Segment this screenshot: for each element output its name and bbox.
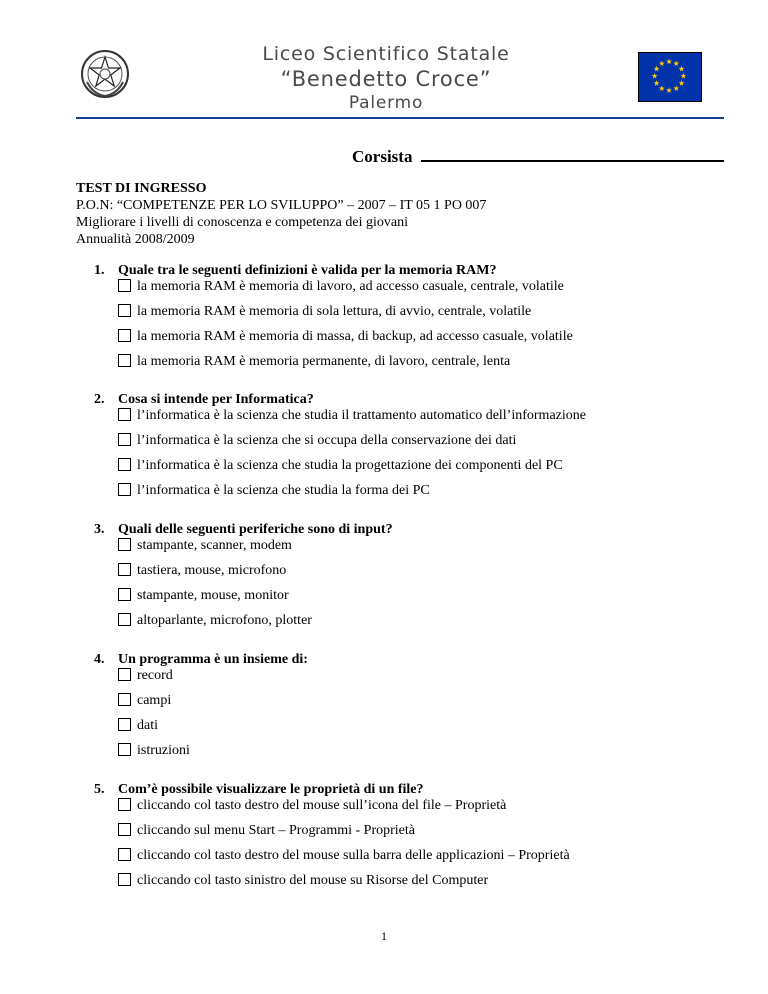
school-line-1: Liceo Scientifico Statale xyxy=(262,43,510,65)
eu-star-icon xyxy=(666,87,672,93)
year-line: Annualità 2008/2009 xyxy=(76,232,195,247)
italian-republic-emblem xyxy=(79,48,131,100)
checkbox[interactable] xyxy=(118,668,131,681)
option-label: dati xyxy=(137,718,158,733)
checkbox[interactable] xyxy=(118,588,131,601)
objective-line: Migliorare i livelli di conoscenza e competenza dei giovani xyxy=(76,215,408,230)
answer-option[interactable] xyxy=(118,279,573,295)
question-number: 5. xyxy=(94,782,105,797)
header-divider xyxy=(76,117,724,119)
option-label: l’informatica è la scienza che studia la progettazione dei componenti del PC xyxy=(137,458,563,473)
option-label: la memoria RAM è memoria di lavoro, ad accesso casuale, centrale, volatile xyxy=(137,279,564,294)
option-label: la memoria RAM è memoria di sola lettura, di avvio, centrale, volatile xyxy=(137,304,532,319)
answer-option[interactable] xyxy=(118,354,573,370)
question-title xyxy=(94,652,308,668)
answer-option[interactable] xyxy=(118,798,570,814)
option-label: la memoria RAM è memoria permanente, di lavoro, centrale, lenta xyxy=(137,354,511,369)
checkbox[interactable] xyxy=(118,433,131,446)
question-text: Quali delle seguenti periferiche sono di input? xyxy=(118,522,393,537)
checkbox[interactable] xyxy=(118,848,131,861)
eu-star-icon xyxy=(659,60,665,66)
checkbox[interactable] xyxy=(118,718,131,731)
checkbox[interactable] xyxy=(118,613,131,626)
option-label: cliccando col tasto sinistro del mouse su Risorse del Computer xyxy=(137,873,489,888)
corsista-label: Corsista xyxy=(352,147,413,166)
question-text: Quale tra le seguenti definizioni è valida per la memoria RAM? xyxy=(118,263,497,278)
checkbox[interactable] xyxy=(118,304,131,317)
question-5 xyxy=(94,782,570,898)
option-label: cliccando sul menu Start – Programmi - Proprietà xyxy=(137,823,415,838)
question-number: 1. xyxy=(94,263,105,278)
checkbox[interactable] xyxy=(118,329,131,342)
answer-option[interactable] xyxy=(118,873,570,889)
corsista-name-line[interactable] xyxy=(421,146,724,162)
option-label: campi xyxy=(137,693,172,708)
answer-option[interactable] xyxy=(118,304,573,320)
eu-star-icon xyxy=(673,85,679,91)
page-number: 1 xyxy=(381,929,387,943)
checkbox[interactable] xyxy=(118,873,131,886)
answer-option[interactable] xyxy=(118,668,308,684)
option-label: tastiera, mouse, microfono xyxy=(137,563,287,578)
option-label: altoparlante, microfono, plotter xyxy=(137,613,312,628)
option-label: la memoria RAM è memoria di massa, di backup, ad accesso casuale, volatile xyxy=(137,329,573,344)
question-title xyxy=(94,392,586,408)
answer-option[interactable] xyxy=(118,848,570,864)
question-title xyxy=(94,782,570,798)
question-number: 3. xyxy=(94,522,105,537)
checkbox[interactable] xyxy=(118,798,131,811)
corsista-field xyxy=(352,146,724,167)
school-name xyxy=(226,42,546,114)
question-text: Cosa si intende per Informatica? xyxy=(118,392,314,407)
checkbox[interactable] xyxy=(118,563,131,576)
answer-option[interactable] xyxy=(118,433,586,449)
answer-option[interactable] xyxy=(118,329,573,345)
answer-option[interactable] xyxy=(118,588,393,604)
eu-star-icon xyxy=(652,73,658,79)
question-1 xyxy=(94,263,573,379)
checkbox[interactable] xyxy=(118,538,131,551)
question-number: 2. xyxy=(94,392,105,407)
answer-option[interactable] xyxy=(118,613,393,629)
checkbox[interactable] xyxy=(118,279,131,292)
eu-star-icon xyxy=(673,60,679,66)
answer-option[interactable] xyxy=(118,693,308,709)
test-intro xyxy=(76,180,486,248)
option-label: record xyxy=(137,668,173,683)
school-line-2: “Benedetto Croce” xyxy=(280,67,492,91)
answer-option[interactable] xyxy=(118,483,586,499)
question-4 xyxy=(94,652,308,768)
answer-option[interactable] xyxy=(118,563,393,579)
question-title xyxy=(94,263,573,279)
test-title: TEST DI INGRESSO xyxy=(76,181,207,196)
checkbox[interactable] xyxy=(118,823,131,836)
checkbox[interactable] xyxy=(118,408,131,421)
checkbox[interactable] xyxy=(118,458,131,471)
school-city: Palermo xyxy=(348,93,424,113)
answer-option[interactable] xyxy=(118,718,308,734)
answer-option[interactable] xyxy=(118,823,570,839)
eu-star-icon xyxy=(659,85,665,91)
checkbox[interactable] xyxy=(118,693,131,706)
option-label: istruzioni xyxy=(137,743,190,758)
option-label: stampante, mouse, monitor xyxy=(137,588,289,603)
page-header xyxy=(76,38,724,120)
eu-star-icon xyxy=(679,80,685,86)
checkbox[interactable] xyxy=(118,483,131,496)
checkbox[interactable] xyxy=(118,354,131,367)
eu-star-icon xyxy=(679,66,685,72)
question-3 xyxy=(94,522,393,638)
option-label: l’informatica è la scienza che studia la forma dei PC xyxy=(137,483,430,498)
answer-option[interactable] xyxy=(118,743,308,759)
checkbox[interactable] xyxy=(118,743,131,756)
option-label: stampante, scanner, modem xyxy=(137,538,292,553)
option-label: cliccando col tasto destro del mouse sulla barra delle applicazioni – Proprietà xyxy=(137,848,570,863)
pon-line: P.O.N: “COMPETENZE PER LO SVILUPPO” – 2007 – IT 05 1 PO 007 xyxy=(76,198,487,213)
question-title xyxy=(94,522,393,538)
eu-star-icon xyxy=(666,59,672,65)
question-2 xyxy=(94,392,586,508)
eu-star-icon xyxy=(654,80,660,86)
answer-option[interactable] xyxy=(118,538,393,554)
option-label: l’informatica è la scienza che si occupa della conservazione dei dati xyxy=(137,433,517,448)
answer-option[interactable] xyxy=(118,408,586,424)
question-text: Un programma è un insieme di: xyxy=(118,652,308,667)
option-label: cliccando col tasto destro del mouse sull’icona del file – Proprietà xyxy=(137,798,507,813)
option-label: l’informatica è la scienza che studia il trattamento automatico dell’informazione xyxy=(137,408,586,423)
question-number: 4. xyxy=(94,652,105,667)
question-text: Com’è possibile visualizzare le proprietà di un file? xyxy=(118,782,424,797)
answer-option[interactable] xyxy=(118,458,586,474)
eu-star-icon xyxy=(681,73,687,79)
eu-star-icon xyxy=(654,66,660,72)
eu-flag-icon xyxy=(638,52,702,102)
